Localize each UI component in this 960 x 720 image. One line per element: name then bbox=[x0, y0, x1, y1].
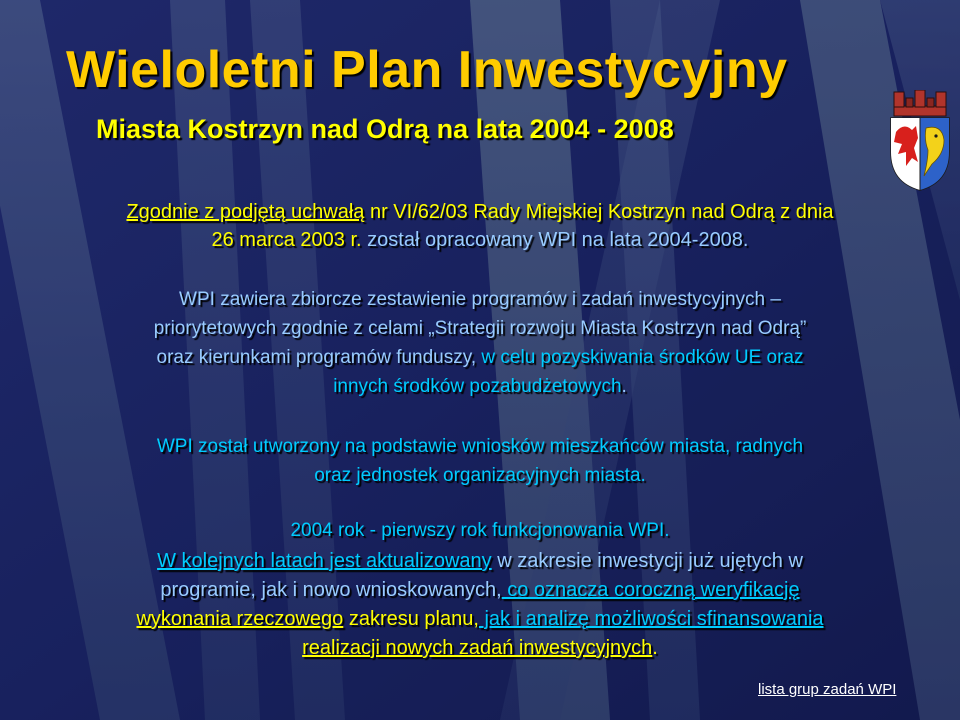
resolution-text: został opracowany WPI na lata 2004-2008. bbox=[361, 229, 749, 251]
slide-title: Wieloletni Plan Inwestycyjny bbox=[66, 41, 788, 99]
scope-period: . bbox=[621, 376, 627, 397]
first-year-line: 2004 rok - pierwszy rok funkcjonowania WPI. bbox=[290, 520, 670, 541]
scope-eu-funds-text: innych środków pozabudżetowych bbox=[333, 376, 622, 397]
slide-subtitle: Miasta Kostrzyn nad Odrą na lata 2004 - 2008 bbox=[96, 114, 674, 144]
update-line-1 bbox=[0, 547, 960, 576]
financing-analysis-link[interactable]: jak i analizę możliwości sfinansowania bbox=[478, 608, 824, 630]
scope-line-1: WPI zawiera zbiorcze zestawienie programów i zadań inwestycyjnych – bbox=[179, 289, 781, 310]
scope-text: oraz kierunkami programów funduszy, bbox=[156, 347, 477, 368]
scope-line-2: priorytetowych zgodnie z celami „Strategii rozwoju Miasta Kostrzyn nad Odrą” bbox=[153, 318, 807, 339]
update-text: programie, jak i nowo wnioskowanych, bbox=[160, 579, 502, 601]
scope-line-4 bbox=[0, 372, 960, 401]
scope-eu-funds-text: w celu pozyskiwania środków UE oraz bbox=[476, 347, 804, 368]
update-line-2 bbox=[0, 576, 960, 605]
update-line-4 bbox=[0, 634, 960, 663]
origin-line-2: oraz jednostek organizacyjnych miasta. bbox=[314, 465, 646, 486]
task-groups-link[interactable]: lista grup zadań WPI bbox=[758, 681, 897, 698]
update-line-3 bbox=[0, 605, 960, 634]
update-text: zakresu planu, bbox=[343, 608, 479, 630]
material-execution-link[interactable]: wykonania rzeczowego bbox=[136, 608, 344, 630]
origin-paragraph bbox=[0, 432, 960, 490]
resolution-link[interactable]: Zgodnie z podjętą uchwałą bbox=[126, 201, 365, 223]
resolution-text: nr VI/62/03 Rady Miejskiej Kostrzyn nad Odrą z dnia bbox=[364, 201, 834, 223]
origin-line-1: WPI został utworzony na podstawie wniosków mieszkańców miasta, radnych bbox=[156, 436, 804, 457]
update-link[interactable]: W kolejnych latach jest aktualizowany bbox=[157, 550, 492, 572]
shield-icon bbox=[891, 118, 949, 190]
resolution-date: 26 marca 2003 r. bbox=[211, 229, 362, 251]
scope-line-3 bbox=[0, 343, 960, 372]
new-tasks-link[interactable]: realizacji nowych zadań inwestycyjnych bbox=[302, 637, 653, 659]
resolution-paragraph bbox=[0, 198, 960, 254]
resolution-line-2 bbox=[0, 226, 960, 254]
update-period: . bbox=[652, 637, 658, 659]
crown-icon bbox=[894, 90, 946, 116]
update-paragraph bbox=[0, 547, 960, 663]
verification-link[interactable]: co oznacza coroczną weryfikację bbox=[501, 579, 800, 601]
first-year-paragraph bbox=[0, 516, 960, 545]
resolution-line-1 bbox=[0, 198, 960, 226]
update-text: w zakresie inwestycji już ujętych w bbox=[491, 550, 803, 572]
kostrzyn-coat-of-arms-icon bbox=[888, 90, 952, 192]
scope-paragraph bbox=[0, 285, 960, 401]
